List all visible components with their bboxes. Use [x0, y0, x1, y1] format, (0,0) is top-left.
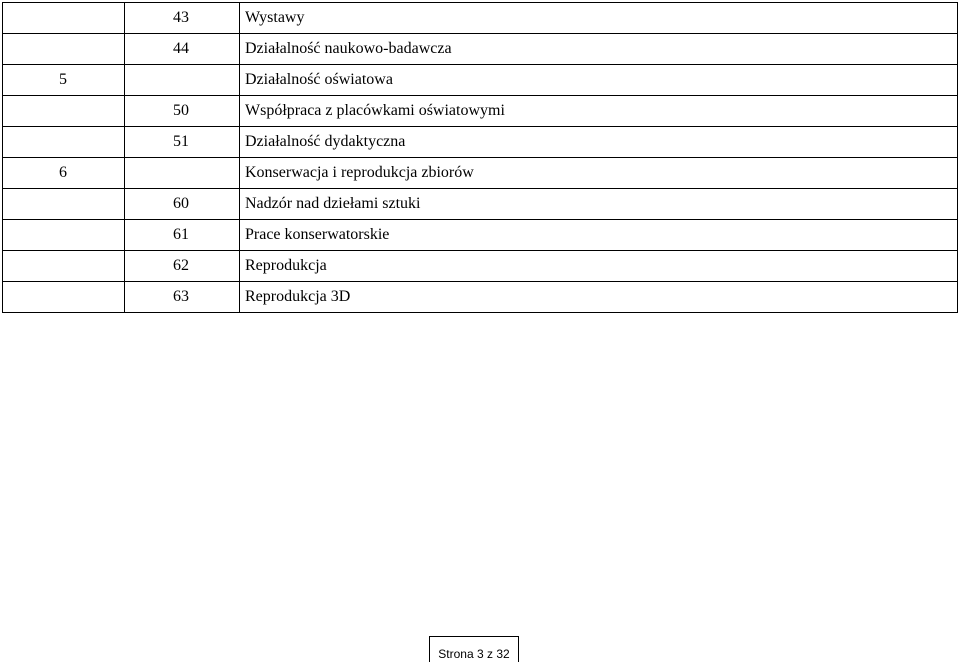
table-row — [3, 158, 958, 189]
table-row — [3, 127, 958, 158]
code-cell: 43 — [125, 3, 240, 34]
page-number-footer: Strona 3 z 32 — [429, 636, 519, 662]
name-cell: Reprodukcja 3D — [240, 282, 958, 313]
code-cell: 51 — [125, 127, 240, 158]
name-cell: Nadzór nad dziełami sztuki — [240, 189, 958, 220]
group-number-cell — [3, 34, 125, 65]
code-cell — [125, 65, 240, 96]
name-cell: Wystawy — [240, 3, 958, 34]
code-cell: 62 — [125, 251, 240, 282]
name-cell: Konserwacja i reprodukcja zbiorów — [240, 158, 958, 189]
code-cell: 61 — [125, 220, 240, 251]
table-row — [3, 96, 958, 127]
table-row — [3, 3, 958, 34]
name-cell: Działalność oświatowa — [240, 65, 958, 96]
classification-table — [2, 2, 958, 313]
code-cell: 44 — [125, 34, 240, 65]
table-row — [3, 65, 958, 96]
table-row — [3, 34, 958, 65]
name-cell: Działalność dydaktyczna — [240, 127, 958, 158]
table-row — [3, 251, 958, 282]
group-number-cell — [3, 282, 125, 313]
code-cell: 63 — [125, 282, 240, 313]
code-cell — [125, 158, 240, 189]
code-cell: 50 — [125, 96, 240, 127]
name-cell: Reprodukcja — [240, 251, 958, 282]
table-row — [3, 220, 958, 251]
group-number-cell: 6 — [3, 158, 125, 189]
group-number-cell — [3, 96, 125, 127]
group-number-cell — [3, 3, 125, 34]
table-body — [3, 3, 958, 313]
group-number-cell — [3, 251, 125, 282]
group-number-cell — [3, 189, 125, 220]
name-cell: Działalność naukowo-badawcza — [240, 34, 958, 65]
name-cell: Współpraca z placówkami oświatowymi — [240, 96, 958, 127]
group-number-cell: 5 — [3, 65, 125, 96]
name-cell: Prace konserwatorskie — [240, 220, 958, 251]
group-number-cell — [3, 127, 125, 158]
code-cell: 60 — [125, 189, 240, 220]
table-row — [3, 282, 958, 313]
group-number-cell — [3, 220, 125, 251]
table-row — [3, 189, 958, 220]
